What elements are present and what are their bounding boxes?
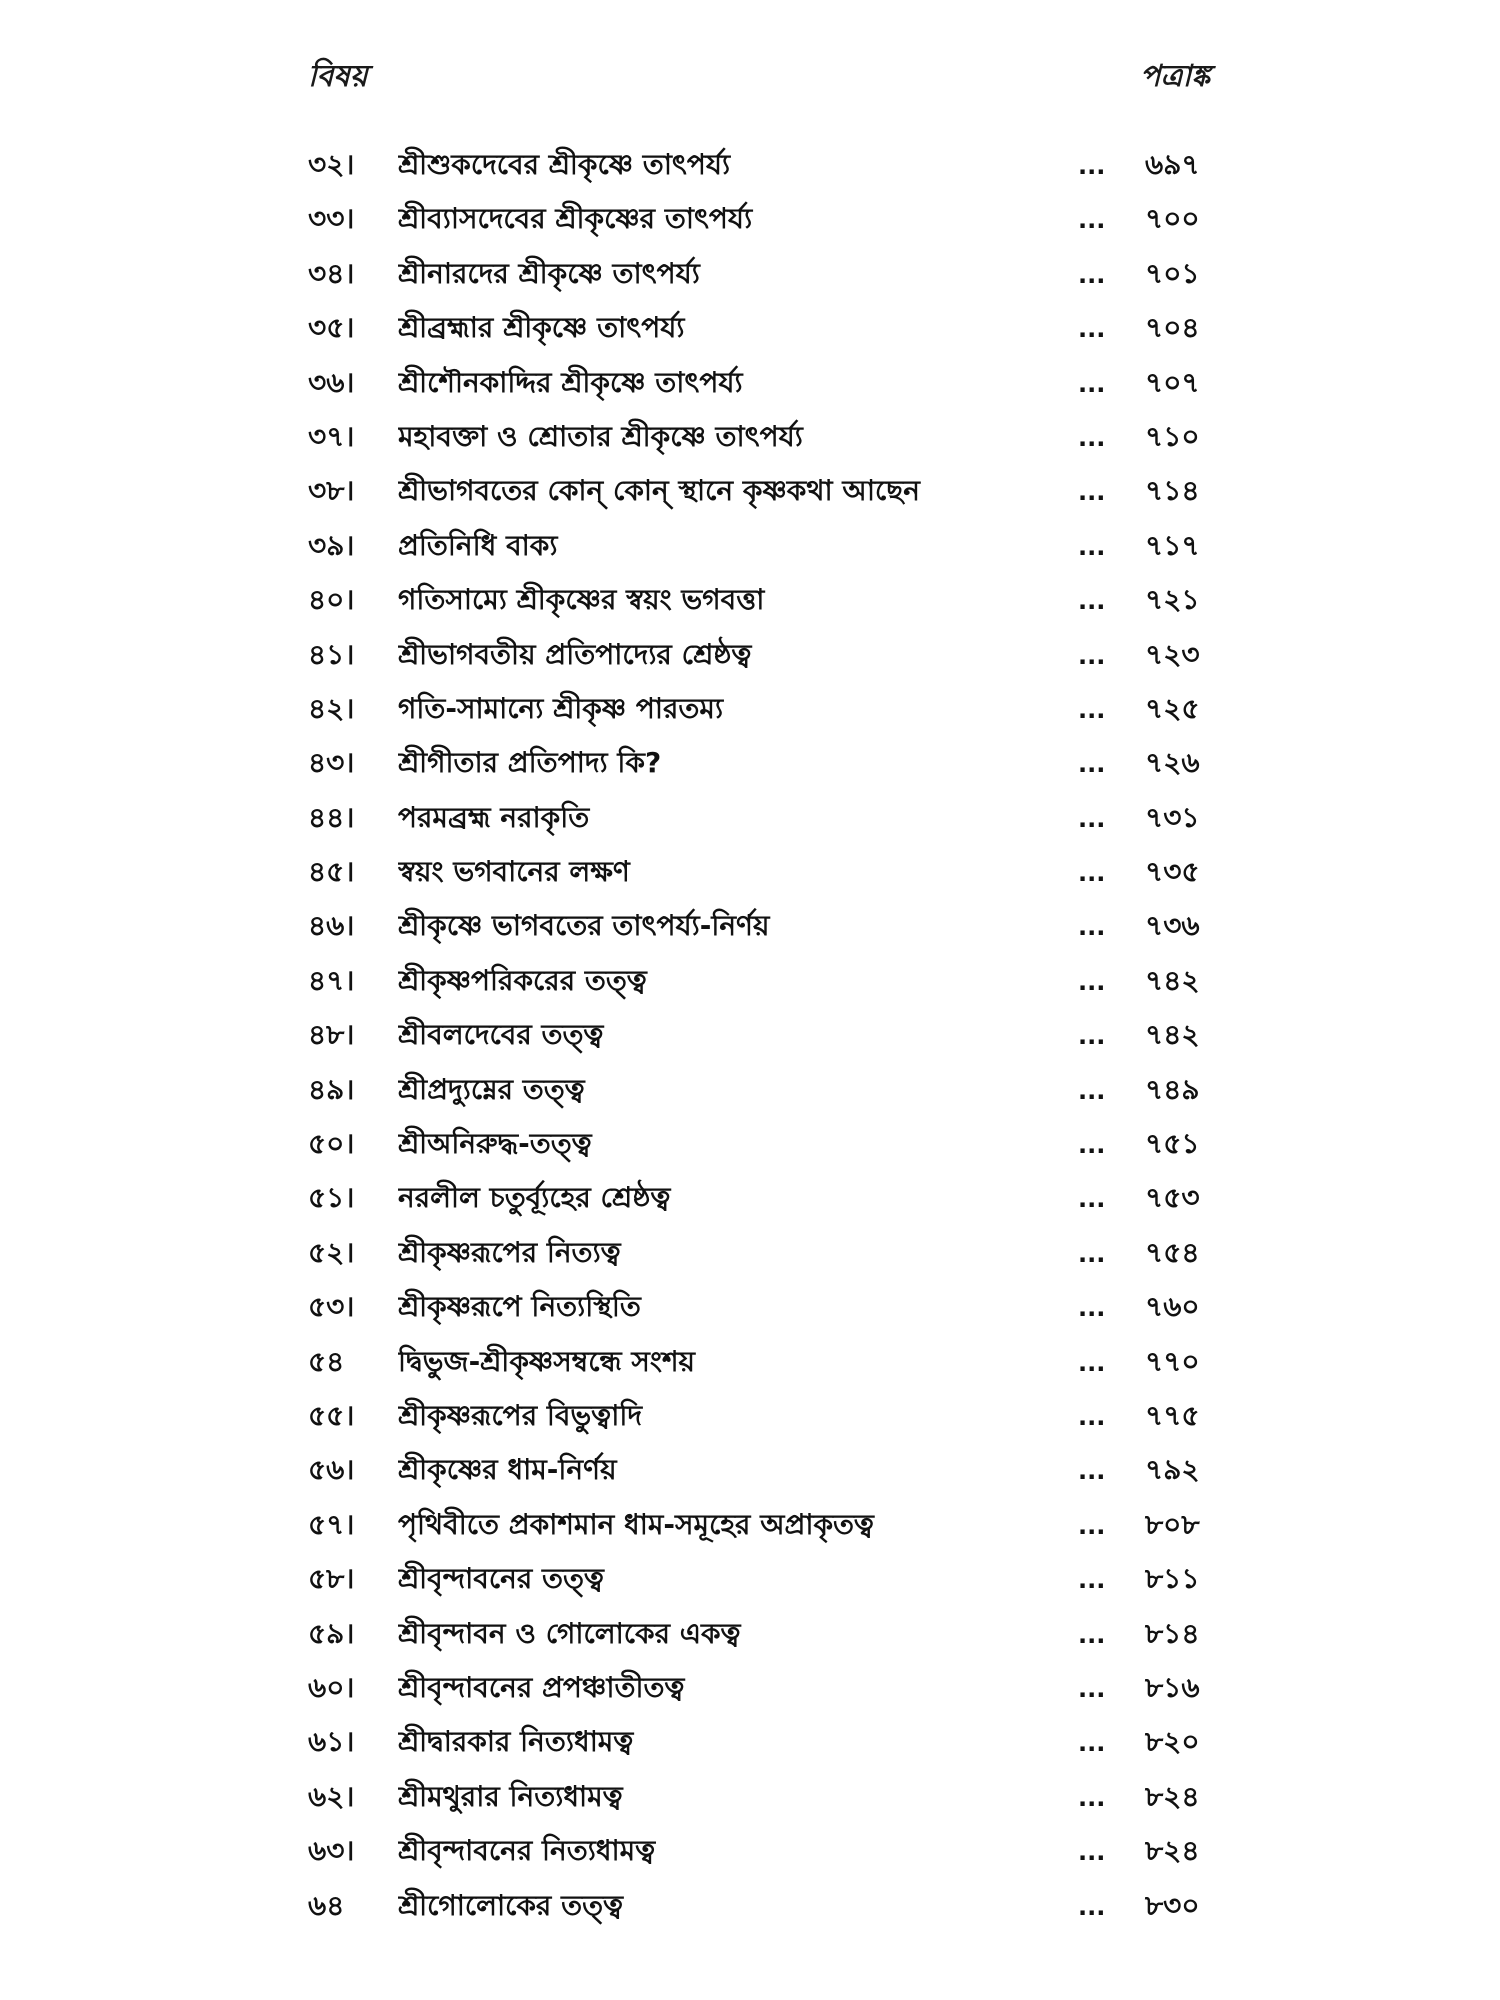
toc-entry (0, 1824, 1500, 1878)
entry-leader-dots: ... (1078, 641, 1106, 670)
entry-leader-dots: ... (1078, 1239, 1106, 1268)
entry-page-number: ৭৭০ (1145, 1344, 1200, 1378)
entry-leader-dots: ... (1078, 260, 1106, 289)
entry-title: দ্বিভুজ-শ্রীকৃষ্ণসম্বন্ধে সংশয় (398, 1344, 695, 1378)
entry-leader-dots: ... (1078, 315, 1106, 344)
entry-number: ৫৪ (308, 1344, 345, 1378)
entry-page-number: ৭১০ (1145, 419, 1200, 453)
entry-page-number: ৭৩৬ (1145, 909, 1200, 943)
toc-entry (0, 1498, 1500, 1552)
toc-entry (0, 845, 1500, 899)
entry-title: শ্রীনারদের শ্রীকৃষ্ণে তাৎপর্য্য (398, 256, 700, 290)
entry-number: ৫৬। (308, 1453, 355, 1487)
toc-entry (0, 573, 1500, 627)
entry-page-number: ৭৭৫ (1145, 1398, 1200, 1432)
toc-entry (0, 1117, 1500, 1171)
toc-entry (0, 192, 1500, 246)
entry-leader-dots: ... (1078, 1566, 1106, 1595)
toc-entry (0, 247, 1500, 301)
entry-page-number: ৭৫৩ (1145, 1181, 1200, 1215)
entry-page-number: ৮১৪ (1145, 1616, 1200, 1650)
entry-title: শ্রীবৃন্দাবনের প্রপঞ্চাতীতত্ব (398, 1670, 685, 1704)
entry-leader-dots: ... (1078, 967, 1106, 996)
entry-title: গতিসাম্যে শ্রীকৃষ্ণের স্বয়ং ভগবত্তা (398, 583, 765, 617)
entry-leader-dots: ... (1078, 1838, 1106, 1867)
entry-title: মহাবক্তা ও শ্রোতার শ্রীকৃষ্ণে তাৎপর্য্য (398, 419, 803, 453)
entry-page-number: ৮২০ (1145, 1725, 1200, 1759)
entry-title: শ্রীশুকদেবের শ্রীকৃষ্ণে তাৎপর্য্য (398, 148, 731, 181)
entry-leader-dots: ... (1078, 1620, 1106, 1649)
entry-number: ৬১। (308, 1725, 355, 1759)
entry-number: ৩৮। (308, 474, 355, 508)
entry-leader-dots: ... (1078, 1511, 1106, 1540)
entry-page-number: ৮০৮ (1145, 1507, 1200, 1541)
entry-number: ৩৩। (308, 202, 355, 236)
entry-number: ৪৪। (308, 800, 355, 834)
entry-page-number: ৭২৬ (1145, 746, 1200, 780)
toc-entry (0, 138, 1500, 192)
toc-entry (0, 1661, 1500, 1715)
entry-page-number: ৮১১ (1145, 1562, 1200, 1596)
toc-entry (0, 954, 1500, 1008)
entry-page-number: ৭৪২ (1145, 963, 1200, 997)
entry-number: ৫৯। (308, 1616, 355, 1650)
entry-page-number: ৭১৪ (1145, 474, 1200, 508)
entry-page-number: ৭৯২ (1145, 1453, 1200, 1487)
entry-leader-dots: ... (1078, 859, 1106, 888)
entry-leader-dots: ... (1078, 587, 1106, 616)
entry-page-number: ৮৩০ (1145, 1888, 1200, 1922)
entry-number: ৪৬। (308, 909, 355, 943)
entry-title: শ্রীকৃষ্ণরূপে নিত্যস্থিতি (398, 1290, 641, 1324)
entry-title: শ্রীকৃষ্ণের ধাম-নির্ণয় (398, 1453, 617, 1487)
entry-page-number: ৭৫১ (1145, 1127, 1200, 1161)
entry-title: শ্রীকৃষ্ণরূপের বিভুত্বাদি (398, 1398, 643, 1432)
entry-leader-dots: ... (1078, 1131, 1106, 1160)
entry-number: ৪৯। (308, 1072, 355, 1106)
toc-entry (0, 1389, 1500, 1443)
entry-number: ৪০। (308, 583, 355, 617)
entry-leader-dots: ... (1078, 1457, 1106, 1486)
entry-page-number: ৭২৩ (1145, 637, 1200, 671)
entry-page-number: ৮২৪ (1145, 1779, 1200, 1813)
toc-entry (0, 1171, 1500, 1225)
entry-number: ৩৯। (308, 528, 355, 562)
entry-title: নরলীল চতুর্ব্যূহের শ্রেষ্ঠত্ব (398, 1181, 671, 1215)
entry-title: পৃথিবীতে প্রকাশমান ধাম-সমূহের অপ্রাকৃতত্ব (398, 1507, 874, 1541)
toc-entry (0, 464, 1500, 518)
toc-entry (0, 1443, 1500, 1497)
entry-title: শ্রীবৃন্দাবন ও গোলোকের একত্ব (398, 1616, 741, 1650)
entry-number: ৪১। (308, 637, 355, 671)
page-column-heading: পত্রাঙ্ক (1140, 59, 1210, 94)
entry-title: শ্রীভাগবতের কোন্ কোন্ স্থানে কৃষ্ণকথা আছেন (398, 474, 920, 508)
entry-page-number: ৭৩১ (1145, 800, 1200, 834)
toc-entry (0, 791, 1500, 845)
entry-leader-dots: ... (1078, 1783, 1106, 1812)
entry-page-number: ৭০৪ (1145, 311, 1200, 345)
entry-leader-dots: ... (1078, 1892, 1106, 1921)
entry-title: গতি-সামান্যে শ্রীকৃষ্ণ পারতম্য (398, 691, 724, 725)
entry-number: ৫৩। (308, 1290, 355, 1324)
entry-page-number: ৬৯৭ (1145, 148, 1200, 181)
entry-page-number: ৮২৪ (1145, 1834, 1200, 1868)
entry-title: শ্রীঅনিরুদ্ধ-তত্ত্ব (398, 1127, 592, 1161)
entry-title: পরমব্রহ্ম নরাকৃতি (398, 800, 590, 834)
entry-title: শ্রীভাগবতীয় প্রতিপাদ্যের শ্রেষ্ঠত্ব (398, 637, 752, 671)
entry-number: ৫৮। (308, 1562, 355, 1596)
entry-number: ৪৭। (308, 963, 355, 997)
toc-entry (0, 899, 1500, 953)
entry-number: ৬০। (308, 1670, 355, 1704)
entry-leader-dots: ... (1078, 532, 1106, 561)
entry-leader-dots: ... (1078, 1402, 1106, 1431)
entry-number: ৫০। (308, 1127, 355, 1161)
entry-number: ৬২। (308, 1779, 355, 1813)
entry-leader-dots: ... (1078, 206, 1106, 235)
entry-leader-dots: ... (1078, 478, 1106, 507)
entry-leader-dots: ... (1078, 1022, 1106, 1051)
entry-title: শ্রীমথুরার নিত্যধামত্ব (398, 1779, 623, 1813)
entry-leader-dots: ... (1078, 369, 1106, 398)
entry-leader-dots: ... (1078, 1729, 1106, 1758)
entry-page-number: ৭১৭ (1145, 528, 1200, 562)
entry-title: শ্রীকৃষ্ণপরিকরের তত্ত্ব (398, 963, 647, 997)
entry-leader-dots: ... (1078, 423, 1106, 452)
toc-entry (0, 1879, 1500, 1933)
entry-page-number: ৭৬০ (1145, 1290, 1200, 1324)
entry-number: ৪৮। (308, 1018, 355, 1052)
entry-leader-dots: ... (1078, 804, 1106, 833)
entry-title: শ্রীকৃষ্ণরূপের নিত্যত্ব (398, 1235, 621, 1269)
toc-entry (0, 1008, 1500, 1062)
entry-title: শ্রীগীতার প্রতিপাদ্য কি? (398, 746, 662, 780)
entry-leader-dots: ... (1078, 695, 1106, 724)
entry-title: শ্রীবৃন্দাবনের তত্ত্ব (398, 1562, 604, 1596)
entry-title: শ্রীকৃষ্ণে ভাগবতের তাৎপর্য্য-নির্ণয় (398, 909, 770, 943)
entry-number: ৬৪ (308, 1888, 345, 1922)
entry-number: ৪৫। (308, 855, 355, 889)
entry-title: শ্রীবৃন্দাবনের নিত্যধামত্ব (398, 1834, 656, 1868)
entry-page-number: ৭০১ (1145, 256, 1200, 290)
toc-entry (0, 301, 1500, 355)
entry-title: প্রতিনিধি বাক্য (398, 528, 558, 562)
toc-entry (0, 410, 1500, 464)
entry-leader-dots: ... (1078, 913, 1106, 942)
entry-number: ৪২। (308, 691, 355, 725)
entry-number: ৫২। (308, 1235, 355, 1269)
entry-number: ৪৩। (308, 746, 355, 780)
toc-entry (0, 682, 1500, 736)
entry-page-number: ৭০০ (1145, 202, 1200, 236)
entry-page-number: ৭২১ (1145, 583, 1200, 617)
entry-page-number: ৮১৬ (1145, 1670, 1200, 1704)
entry-leader-dots: ... (1078, 1294, 1106, 1323)
toc-entry (0, 1226, 1500, 1280)
toc-entry (0, 736, 1500, 790)
entry-leader-dots: ... (1078, 750, 1106, 779)
table-of-contents (0, 138, 1500, 1933)
toc-entry (0, 1280, 1500, 1334)
entry-number: ৬৩। (308, 1834, 355, 1868)
toc-entry (0, 1335, 1500, 1389)
entry-page-number: ৭৫৪ (1145, 1235, 1200, 1269)
entry-title: শ্রীদ্বারকার নিত্যধামত্ব (398, 1725, 634, 1759)
entry-leader-dots: ... (1078, 1185, 1106, 1214)
entry-page-number: ৭৪২ (1145, 1018, 1200, 1052)
toc-entry (0, 356, 1500, 410)
entry-number: ৩২। (308, 148, 355, 181)
entry-number: ৫৭। (308, 1507, 355, 1541)
entry-title: শ্রীব্রহ্মার শ্রীকৃষ্ণে তাৎপর্য্য (398, 311, 685, 345)
entry-title: স্বয়ং ভগবানের লক্ষণ (398, 855, 630, 889)
entry-page-number: ৭০৭ (1145, 365, 1200, 399)
entry-title: শ্রীগোলোকের তত্ত্ব (398, 1888, 624, 1922)
entry-page-number: ৭৪৯ (1145, 1072, 1200, 1106)
toc-entry (0, 1770, 1500, 1824)
toc-entry (0, 1552, 1500, 1606)
entry-number: ৩৫। (308, 311, 355, 345)
entry-leader-dots: ... (1078, 1674, 1106, 1703)
entry-number: ৫৫। (308, 1398, 355, 1432)
subject-column-heading: বিষয় (308, 59, 368, 94)
entry-number: ৫১। (308, 1181, 355, 1215)
toc-entry (0, 1715, 1500, 1769)
entry-title: শ্রীপ্রদ্যুম্নের তত্ত্ব (398, 1072, 585, 1106)
entry-page-number: ৭২৫ (1145, 691, 1200, 725)
entry-leader-dots: ... (1078, 1076, 1106, 1105)
toc-entry (0, 628, 1500, 682)
toc-entry (0, 1607, 1500, 1661)
entry-title: শ্রীশৌনকাদ্দির শ্রীকৃষ্ণে তাৎপর্য্য (398, 365, 743, 399)
entry-leader-dots: ... (1078, 1348, 1106, 1377)
toc-entry (0, 1063, 1500, 1117)
entry-leader-dots: ... (1078, 152, 1106, 180)
entry-title: শ্রীব্যাসদেবের শ্রীকৃষ্ণের তাৎপর্য্য (398, 202, 753, 236)
entry-number: ৩৪। (308, 256, 355, 290)
toc-entry (0, 519, 1500, 573)
entry-title: শ্রীবলদেবের তত্ত্ব (398, 1018, 604, 1052)
entry-number: ৩৬। (308, 365, 355, 399)
entry-page-number: ৭৩৫ (1145, 855, 1200, 889)
entry-number: ৩৭। (308, 419, 355, 453)
